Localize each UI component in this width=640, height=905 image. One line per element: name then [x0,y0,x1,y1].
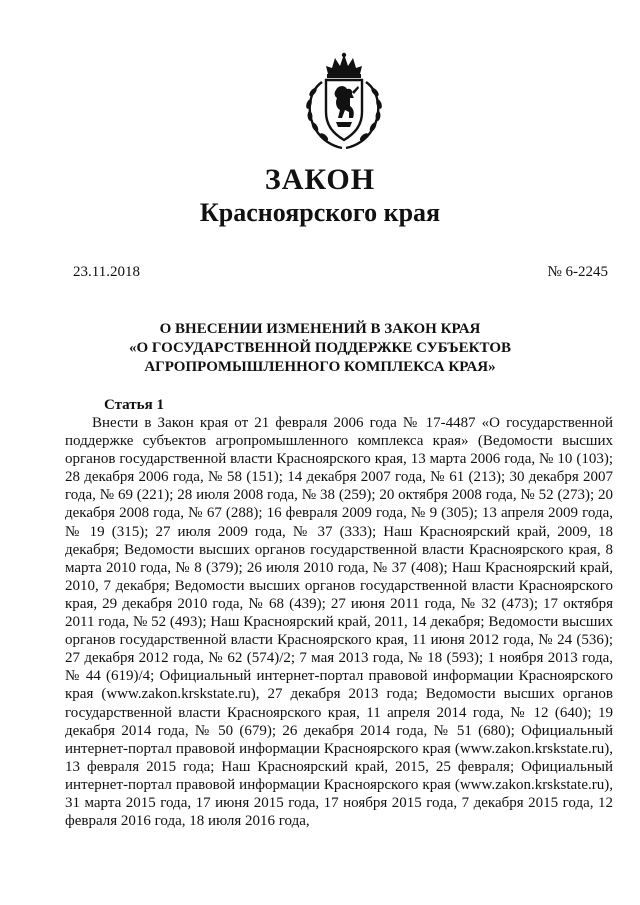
article-heading: Статья 1 [104,397,164,413]
coat-of-arms-icon [298,52,390,152]
article-body-text: Внести в Закон края от 21 февраля 2006 года № 17-4487 «О государственной поддержке субъектов агропромышленного комплекса края» (Ведомости высших органов государственной власти Красноярского края, 13 марта 2006 года, № 10 (103); 28 декабря 2006 года, № 58 (151); 14 декабря 2007 года, № 61 (213); 30 декабря 2007 года, № 69 (221); 28 июля 2008 года, № 38 (259); 20 октября 2008 года, № 52 (273); 20 декабря 2008 года, № 67 (288); 16 февраля 2009 года, № 9 (305); 13 апреля 2009 года, № 19 (315); 27 июля 2009 года, № 37 (333); Наш Красноярский край, 2009, 18 декабря; Ведомости высших органов государственной власти Красноярского края, 8 марта 2010 года, № 8 (379); 26 июля 2010 года, № 37 (408); Наш Красноярский край, 2010, 7 декабря; Ведомости высших органов государственной власти Красноярского края, 29 декабря 2010 года, № 68 (439); 27 июня 2011 года, № 32 (473); 17 октября 2011 года, № 52 (493); Наш Красноярский край, 2011, 14 декабря; Ведомости высших органов государственной власти Красноярского края, 11 июня 2012 года, № 24 (536); 27 декабря 2012 года, № 62 (574)/2; 7 мая 2013 года, № 18 (593); 1 ноября 2013 года, № 44 (619)/4; Официальный интернет-портал правовой информации Красноярского края (www.zakon.krskstate.ru), 27 декабря 2013 года; Ведомости высших органов государственной власти Красноярского края, 11 апреля 2014 года, № 12 (640); 19 декабря 2014 года, № 50 (679); 26 декабря 2014 года, № 51 (680); Официальный интернет-портал правовой информации Красноярского края (www.zakon.krskstate.ru), 13 февраля 2015 года; Наш Красноярский край, 2015, 25 февраля; Официальный интернет-портал правовой информации Красноярского края (www.zakon.krskstate.ru), 31 марта 2015 года, 17 июня 2015 года, 17 ноября 2015 года, 7 декабря 2015 года, 12 февраля 2016 года, 18 июля 2016 года, [65,415,613,830]
document-number: № 6-2245 [547,264,608,280]
law-title [0,320,640,377]
law-title-line-2: «О ГОСУДАРСТВЕННОЙ ПОДДЕРЖКЕ СУБЪЕКТОВ [129,340,511,356]
law-title-line-3: АГРОПРОМЫШЛЕННОГО КОМПЛЕКСА КРАЯ» [144,359,496,375]
law-title-line-1: О ВНЕСЕНИИ ИЗМЕНЕНИЙ В ЗАКОН КРАЯ [159,321,481,337]
document-title: ЗАКОН [264,163,376,196]
document-subtitle: Красноярского края [199,198,441,227]
document-date: 23.11.2018 [73,264,140,280]
